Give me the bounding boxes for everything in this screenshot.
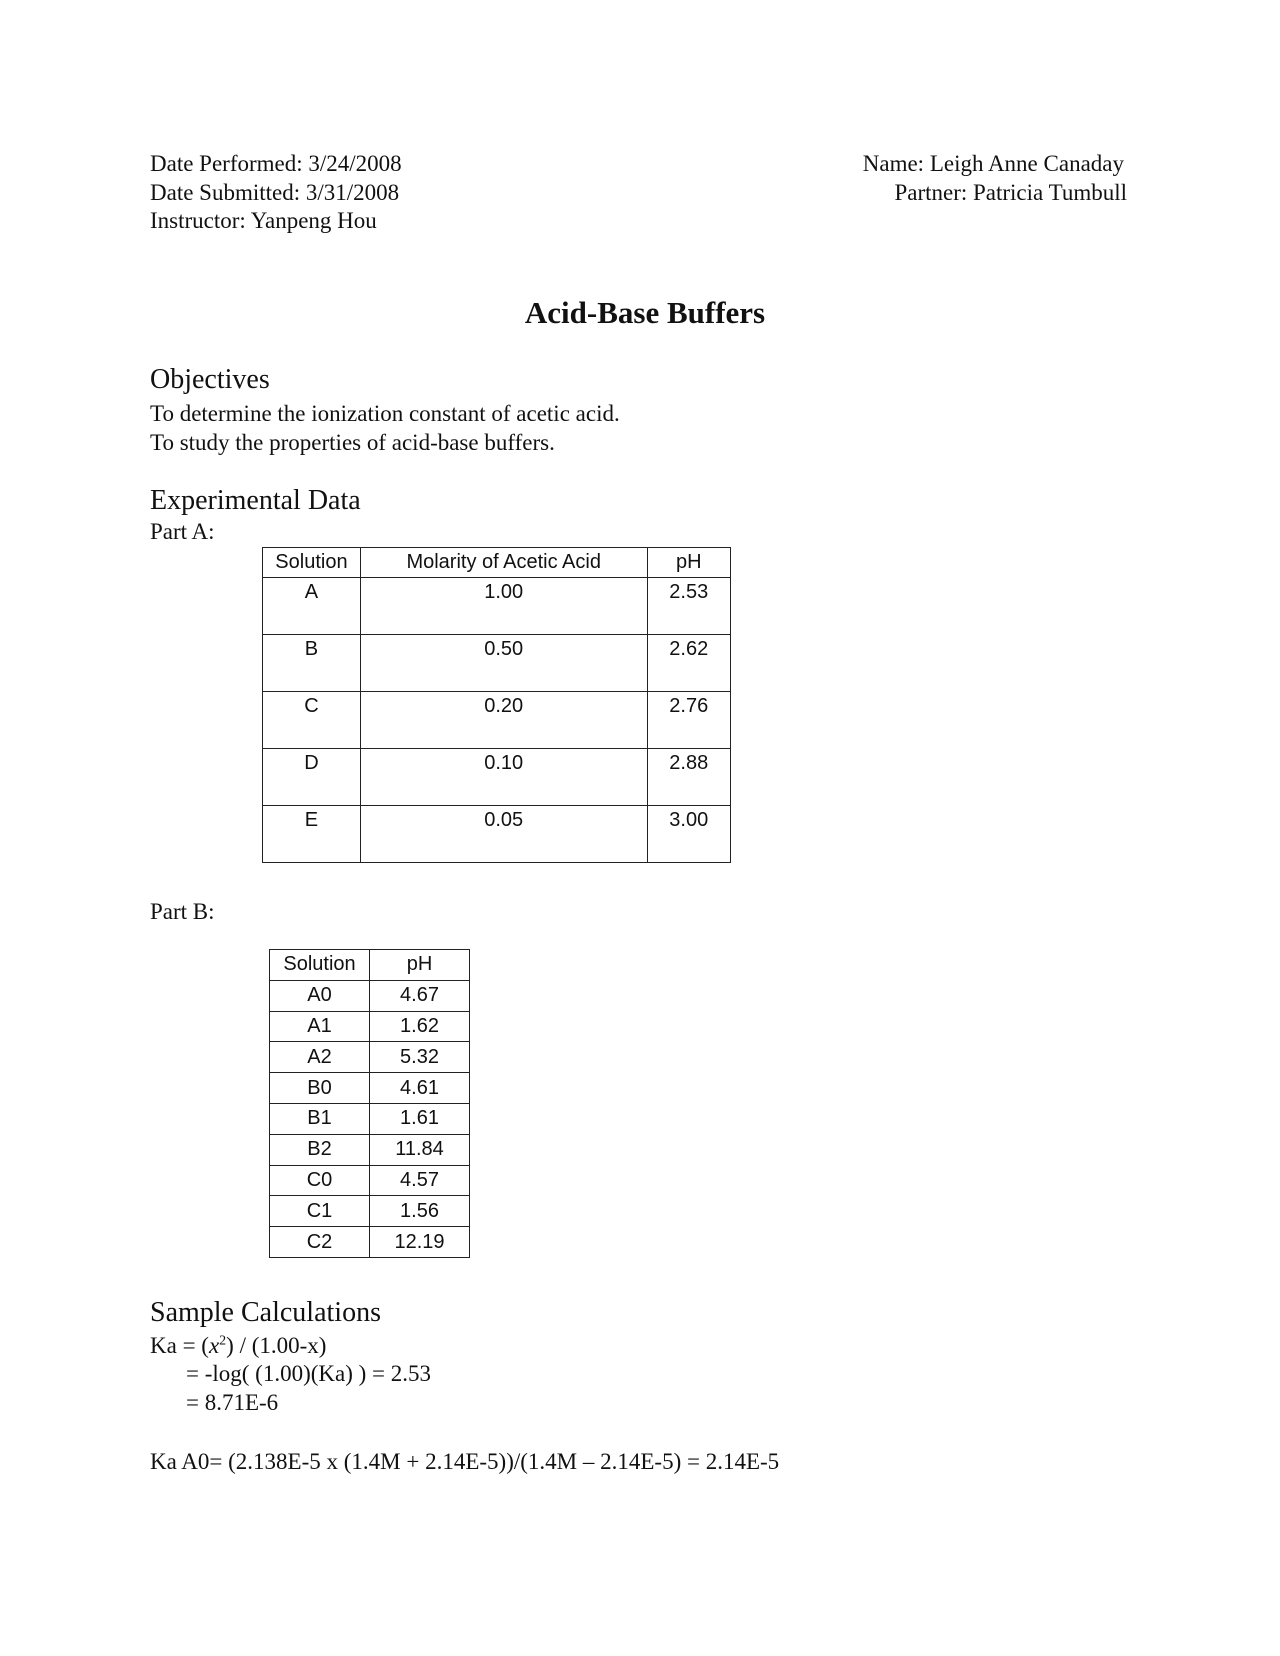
header-right (863, 150, 1127, 207)
table-row (263, 749, 731, 806)
objective-line: To determine the ionization constant of acetic acid. (150, 401, 620, 426)
ph-cell: 4.67 (370, 980, 470, 1011)
header-left (150, 150, 402, 236)
partner-name: Partner: Patricia Tumbull (894, 179, 1127, 205)
calc-line-1 (150, 1332, 326, 1361)
calc-line-3: = 8.71E-6 (186, 1390, 279, 1415)
table-row (270, 1196, 470, 1227)
header-cell: pH (647, 548, 730, 578)
ph-cell: 1.62 (370, 1011, 470, 1042)
table-row (270, 1227, 470, 1258)
table-header-row (263, 548, 731, 578)
student-name: Name: Leigh Anne Canaday (862, 151, 1124, 176)
solution-cell: B0 (270, 1073, 370, 1104)
solution-cell: B1 (270, 1103, 370, 1134)
calc-exponent: 2 (219, 1333, 227, 1349)
calc-suffix: ) / (1.00-x) (226, 1333, 327, 1358)
molarity-cell: 0.10 (360, 749, 647, 806)
ph-cell: 5.32 (370, 1042, 470, 1073)
molarity-cell: 0.20 (360, 692, 647, 749)
header-cell: Solution (263, 548, 361, 578)
objective-line: To study the properties of acid-base buffers. (150, 429, 555, 455)
solution-cell: B (263, 635, 361, 692)
calc-prefix: Ka = ( (150, 1333, 209, 1358)
table-row (270, 1103, 470, 1134)
part-a-label: Part A: (150, 519, 215, 544)
calc-line-4: Ka A0= (2.138E-5 x (1.4M + 2.14E-5))/(1.4M – 2.14E-5) = 2.14E-5 (150, 1449, 780, 1474)
ph-cell: 2.62 (647, 635, 730, 692)
experimental-heading: Experimental Data (150, 485, 361, 516)
solution-cell: C0 (270, 1165, 370, 1196)
solution-cell: A2 (270, 1042, 370, 1073)
table-row (270, 1134, 470, 1165)
ph-cell: 2.76 (647, 692, 730, 749)
table-row (263, 692, 731, 749)
table-row (270, 1165, 470, 1196)
table-row (270, 1042, 470, 1073)
table-row (263, 635, 731, 692)
table-row (263, 578, 731, 635)
molarity-cell: 0.05 (360, 806, 647, 863)
header-cell: pH (370, 950, 470, 981)
header-cell: Solution (270, 950, 370, 981)
solution-cell: D (263, 749, 361, 806)
solution-cell: B2 (270, 1134, 370, 1165)
ph-cell: 12.19 (370, 1227, 470, 1258)
ph-cell: 3.00 (647, 806, 730, 863)
solution-cell: C (263, 692, 361, 749)
calculations-heading: Sample Calculations (150, 1297, 381, 1328)
ph-cell: 4.61 (370, 1073, 470, 1104)
date-submitted: Date Submitted: 3/31/2008 (150, 179, 400, 205)
table-row (270, 1011, 470, 1042)
molarity-cell: 1.00 (360, 578, 647, 635)
molarity-cell: 0.50 (360, 635, 647, 692)
part-a-table (262, 547, 731, 863)
ph-cell: 2.88 (647, 749, 730, 806)
table-row (270, 1073, 470, 1104)
document-title: Acid-Base Buffers (524, 295, 766, 330)
solution-cell: A0 (270, 980, 370, 1011)
ph-cell: 1.61 (370, 1103, 470, 1134)
instructor: Instructor: Yanpeng Hou (150, 208, 377, 233)
calc-line-2: = -log( (1.00)(Ka) ) = 2.53 (186, 1361, 432, 1386)
objectives-heading: Objectives (150, 364, 270, 395)
table-row (270, 980, 470, 1011)
solution-cell: A (263, 578, 361, 635)
solution-cell: A1 (270, 1011, 370, 1042)
solution-cell: E (263, 806, 361, 863)
ph-cell: 11.84 (370, 1134, 470, 1165)
calc-variable: x (208, 1333, 220, 1358)
solution-cell: C2 (270, 1227, 370, 1258)
part-b-table (269, 949, 470, 1258)
header-cell: Molarity of Acetic Acid (360, 548, 647, 578)
solution-cell: C1 (270, 1196, 370, 1227)
ph-cell: 4.57 (370, 1165, 470, 1196)
part-b-label: Part B: (150, 899, 215, 924)
ph-cell: 1.56 (370, 1196, 470, 1227)
objectives-text (150, 400, 620, 457)
ph-cell: 2.53 (647, 578, 730, 635)
table-row (263, 806, 731, 863)
date-performed: Date Performed: 3/24/2008 (150, 151, 402, 176)
table-header-row (270, 950, 470, 981)
